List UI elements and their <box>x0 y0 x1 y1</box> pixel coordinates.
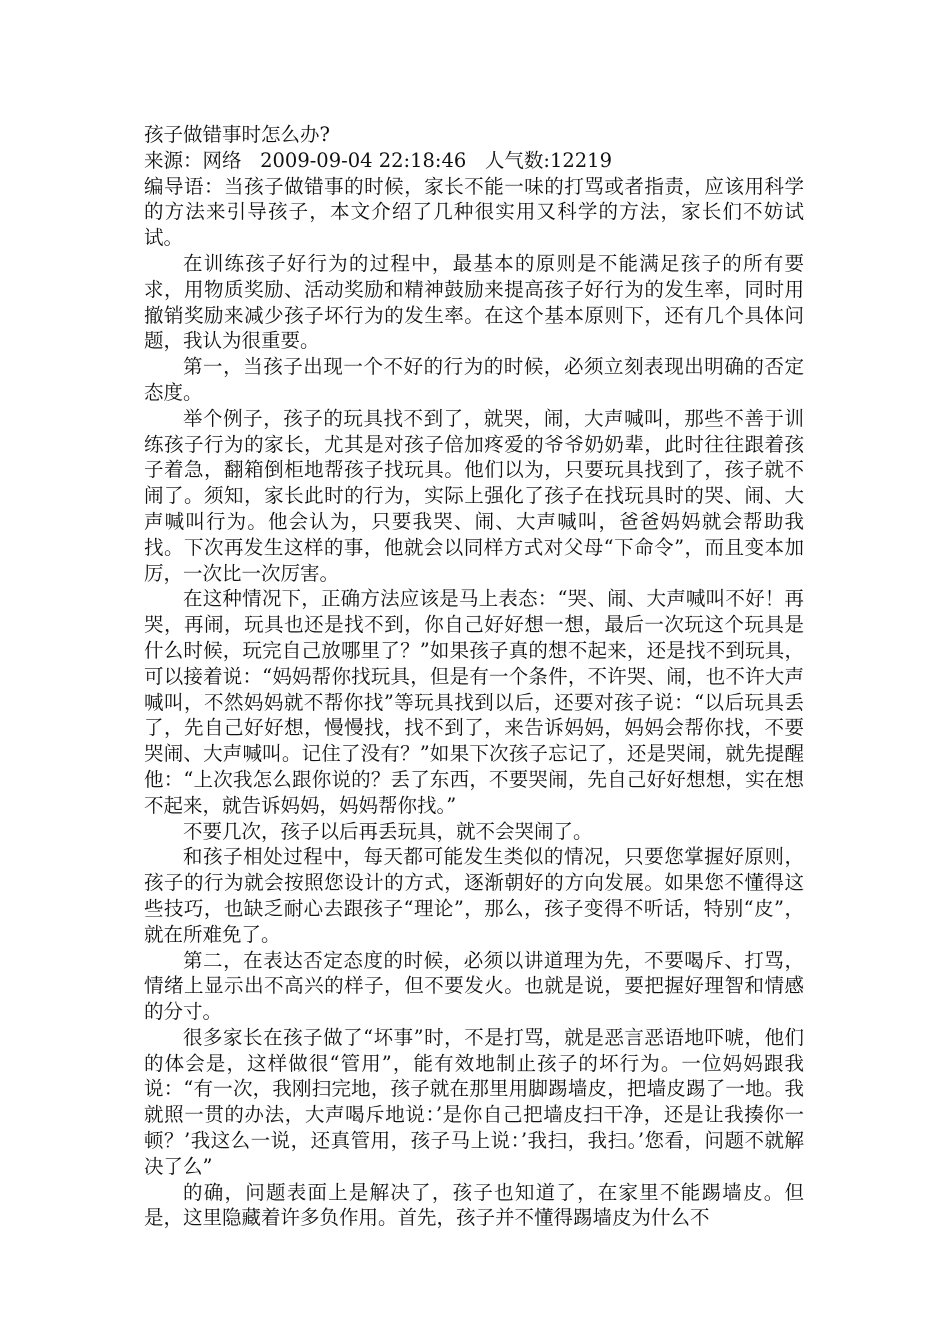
paragraph: 举个例子，孩子的玩具找不到了，就哭，闹，大声喊叫，那些不善于训练孩子行为的家长，尤其是对孩子倍加疼爱的爷爷奶奶辈，此时往往跟着孩子着急，翻箱倒柜地帮孩子找玩具。他们以为，只要玩具找到了，孩子就不闹了。须知，家长此时的行为，实际上强化了孩子在找玩具时的哭、闹、大声喊叫行为。他会认为，只要我哭、闹、大声喊叫，爸爸妈妈就会帮助我找。下次再发生这样的事，他就会以同样方式对父母“下命令”，而且变本加厉，一次比一次厉害。 <box>144 406 804 585</box>
article <box>144 122 804 1231</box>
paragraph: 在训练孩子好行为的过程中，最基本的原则是不能满足孩子的所有要求，用物质奖励、活动奖励和精神鼓励来提高孩子好行为的发生率，同时用撤销奖励来减少孩子坏行为的发生率。在这个基本原则下，还有几个具体问题，我认为很重要。 <box>144 251 804 353</box>
article-intro: 编导语：当孩子做错事的时候，家长不能一味的打骂或者指责，应该用科学的方法来引导孩子，本文介绍了几种很实用又科学的方法，家长们不妨试试。 <box>144 174 804 250</box>
article-title: 孩子做错事时怎么办? <box>144 123 330 146</box>
paragraph: 第一，当孩子出现一个不好的行为的时候，必须立刻表现出明确的否定态度。 <box>144 355 804 404</box>
article-meta: 来源：网络 2009-09-04 22:18:46 人气数:12219 <box>144 148 613 172</box>
paragraph: 很多家长在孩子做了“坏事”时，不是打骂，就是恶言恶语地吓唬，他们的体会是，这样做很“管用”，能有效地制止孩子的坏行为。一位妈妈跟我说：“有一次，我刚扫完地，孩子就在那里用脚踢墙皮，把墙皮踢了一地。我就照一贯的办法，大声喝斥地说：’是你自己把墙皮扫干净，还是让我揍你一顿？’我这么一说，还真管用，孩子马上说：’我扫，我扫。’您看，问题不就解决了么” <box>144 1025 804 1178</box>
paragraph: 不要几次，孩子以后再丢玩具，就不会哭闹了。 <box>183 819 593 843</box>
paragraph: 的确，问题表面上是解决了，孩子也知道了，在家里不能踢墙皮。但是，这里隐藏着许多负作用。首先，孩子并不懂得踢墙皮为什么不 <box>144 1180 804 1230</box>
paragraph: 和孩子相处过程中，每天都可能发生类似的情况，只要您掌握好原则，孩子的行为就会按照您设计的方式，逐渐朝好的方向发展。如果您不懂得这些技巧，也缺乏耐心去跟孩子“理论”，那么，孩子变得不听话，特别“皮”，就在所难免了。 <box>144 845 804 946</box>
paragraph: 在这种情况下，正确方法应该是马上表态：“哭、闹、大声喊叫不好！再哭，再闹，玩具也还是找不到，你自己好好想一想，最后一次玩这个玩具是什么时候，玩完自己放哪里了？”如果孩子真的想不起来，还是找不到玩具，可以接着说：“妈妈帮你找玩具，但是有一个条件，不许哭、闹，也不许大声喊叫，不然妈妈就不帮你找”等玩具找到以后，还要对孩子说：“以后玩具丢了，先自己好好想，慢慢找，找不到了，来告诉妈妈，妈妈会帮你找，不要哭闹、大声喊叫。记住了没有？”如果下次孩子忘记了，还是哭闹，就先提醒他：“上次我怎么跟你说的？丢了东西，不要哭闹，先自己好好想想，实在想不起来，就告诉妈妈，妈妈帮你找。” <box>144 587 804 817</box>
paragraph: 第二，在表达否定态度的时候，必须以讲道理为先，不要喝斥、打骂，情绪上显示出不高兴的样子，但不要发火。也就是说，要把握好理智和情感的分寸。 <box>144 948 804 1024</box>
